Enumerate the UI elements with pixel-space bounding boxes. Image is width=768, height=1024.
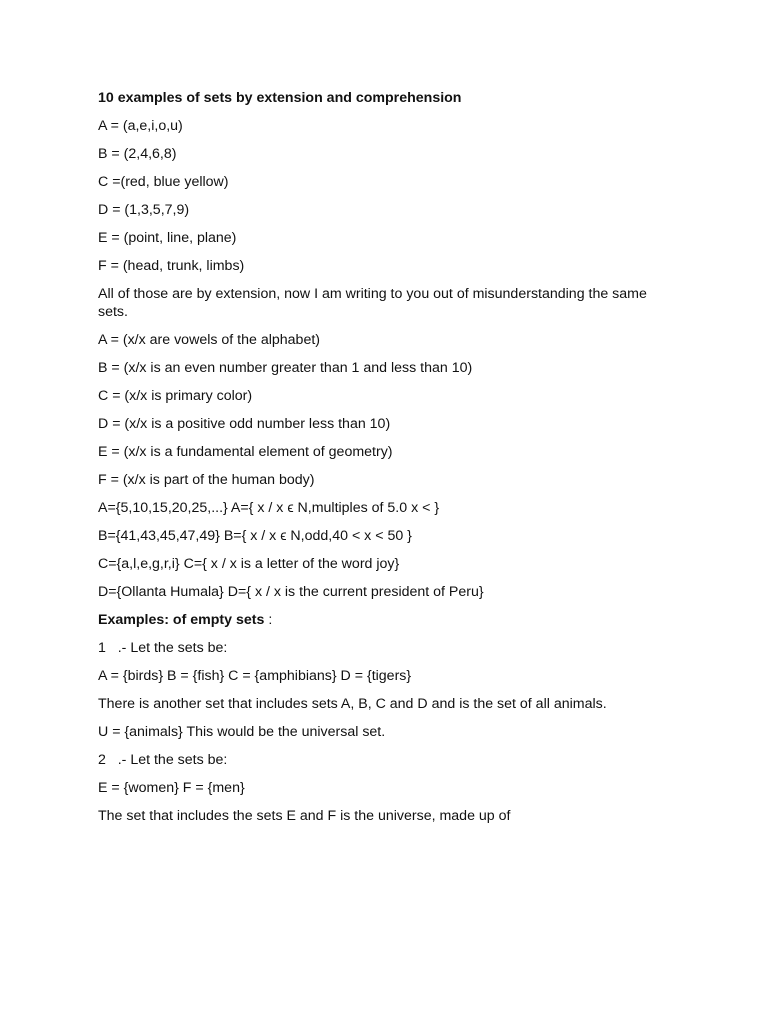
- set-pairs-list: [98, 499, 658, 601]
- comprehension-set-c: C = (x/x is primary color): [98, 388, 253, 404]
- set-pair-a: A={5,10,15,20,25,...} A={ x / x ϵ N,multiples of 5.0 x < }: [98, 500, 440, 516]
- extension-sets-list: [98, 117, 658, 275]
- set-pair-c: C={a,l,e,g,r,i} C={ x / x is a letter of the word joy}: [98, 556, 400, 572]
- document-title: 10 examples of sets by extension and comprehension: [98, 90, 462, 106]
- set-pair-d: D={Ollanta Humala} D={ x / x is the current president of Peru}: [98, 584, 484, 600]
- example-1-explanation: There is another set that includes sets A, B, C and D and is the set of all animals.: [98, 696, 607, 712]
- empty-sets-heading: [98, 611, 658, 629]
- extension-set-e: E = (point, line, plane): [98, 230, 237, 246]
- example-2-intro: 2 .- Let the sets be:: [98, 752, 228, 768]
- document-body: [98, 89, 658, 835]
- example-1-sets: A = {birds} B = {fish} C = {amphibians} D = {tigers}: [98, 668, 412, 684]
- transition-paragraph: All of those are by extension, now I am writing to you out of misunderstanding the same sets.: [98, 286, 651, 320]
- comprehension-set-a: A = (x/x are vowels of the alphabet): [98, 332, 320, 348]
- example-2-sets: E = {women} F = {men}: [98, 780, 245, 796]
- comprehension-set-d: D = (x/x is a positive odd number less than 10): [98, 416, 391, 432]
- comprehension-set-b: B = (x/x is an even number greater than 1 and less than 10): [98, 360, 473, 376]
- example-2: [98, 751, 658, 825]
- example-1-universal: U = {animals} This would be the universal set.: [98, 724, 386, 740]
- comprehension-sets-list: [98, 331, 658, 489]
- comprehension-set-f: F = (x/x is part of the human body): [98, 472, 315, 488]
- extension-set-c: C =(red, blue yellow): [98, 174, 229, 190]
- extension-set-d: D = (1,3,5,7,9): [98, 202, 190, 218]
- extension-set-a: A = (a,e,i,o,u): [98, 118, 183, 134]
- comprehension-set-e: E = (x/x is a fundamental element of geometry): [98, 444, 393, 460]
- set-pair-b: B={41,43,45,47,49} B={ x / x ϵ N,odd,40 < x < 50 }: [98, 528, 412, 544]
- example-1: [98, 639, 658, 741]
- extension-set-b: B = (2,4,6,8): [98, 146, 177, 162]
- empty-sets-heading-suffix: :: [264, 612, 273, 628]
- extension-set-f: F = (head, trunk, limbs): [98, 258, 245, 274]
- example-2-explanation: The set that includes the sets E and F is the universe, made up of: [98, 808, 511, 824]
- empty-sets-heading-bold: Examples: of empty sets: [98, 612, 265, 628]
- example-1-intro: 1 .- Let the sets be:: [98, 640, 228, 656]
